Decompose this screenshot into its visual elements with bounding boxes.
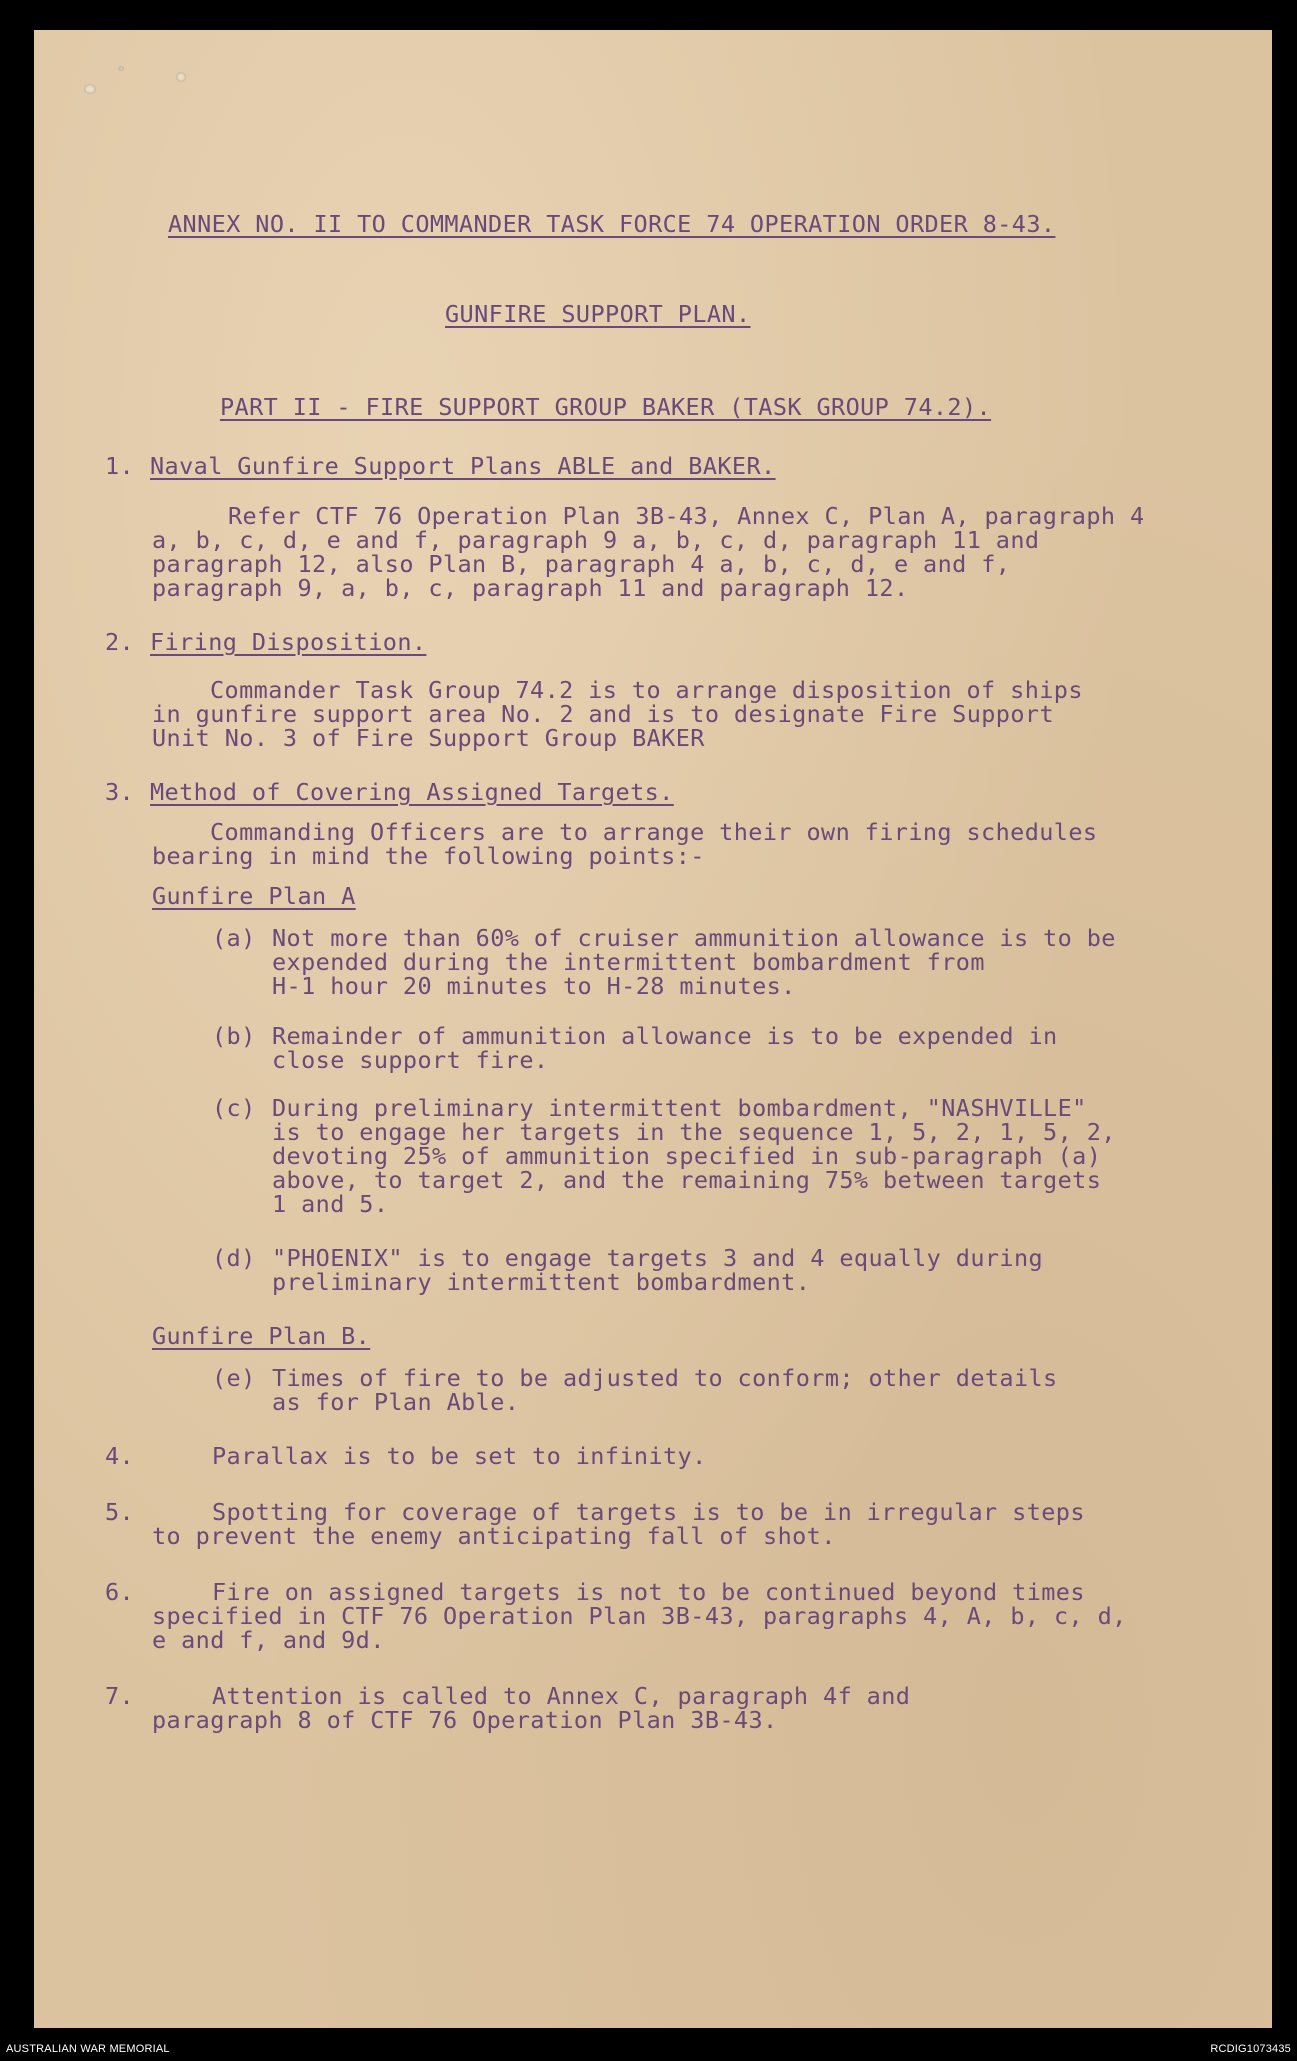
paragraph-line: Attention is called to Annex C, paragraph 4f and — [212, 1682, 911, 1710]
item-line: "PHOENIX" is to engage targets 3 and 4 equally during — [272, 1244, 1044, 1272]
paragraph-line: Commanding Officers are to arrange their own firing schedules — [210, 818, 1098, 846]
part-heading: PART II - FIRE SUPPORT GROUP BAKER (TASK GROUP 74.2). — [220, 393, 992, 421]
item-line: Remainder of ammunition allowance is to be expended in — [272, 1022, 1058, 1050]
section-title: Firing Disposition. — [150, 628, 427, 656]
paragraph-line: Refer CTF 76 Operation Plan 3B-43, Annex C, Plan A, paragraph 4 — [228, 502, 1145, 530]
subsection-title: Gunfire Plan A — [152, 882, 356, 910]
item-line: above, to target 2, and the remaining 75% between targets — [272, 1166, 1102, 1194]
subsection-title: Gunfire Plan B. — [152, 1322, 371, 1350]
document-subheading: GUNFIRE SUPPORT PLAN. — [445, 300, 751, 328]
item-label: (d) — [212, 1244, 256, 1272]
punch-hole — [84, 84, 96, 94]
item-line: is to engage her targets in the sequence 1, 5, 2, 1, 5, 2, — [272, 1118, 1116, 1146]
punch-hole — [118, 66, 124, 71]
paragraph-line: paragraph 9, a, b, c, paragraph 11 and paragraph 12. — [152, 574, 909, 602]
section-number: 3. — [105, 778, 135, 806]
item-line: devoting 25% of ammunition specified in sub-paragraph (a) — [272, 1142, 1102, 1170]
document-heading: ANNEX NO. II TO COMMANDER TASK FORCE 74 OPERATION ORDER 8-43. — [168, 210, 1056, 238]
paragraph-line: paragraph 8 of CTF 76 Operation Plan 3B-43. — [152, 1706, 778, 1734]
paragraph-line: Unit No. 3 of Fire Support Group BAKER — [152, 724, 705, 752]
section-number: 1. — [105, 452, 135, 480]
item-label: (c) — [212, 1094, 256, 1122]
item-line: expended during the intermittent bombardment from — [272, 948, 985, 976]
paragraph-line: in gunfire support area No. 2 and is to designate Fire Support — [152, 700, 1054, 728]
paragraph-line: to prevent the enemy anticipating fall of shot. — [152, 1522, 836, 1550]
punch-hole — [176, 72, 186, 82]
item-label: (e) — [212, 1364, 256, 1392]
paragraph-line: e and f, and 9d. — [152, 1626, 385, 1654]
paragraph-line: Parallax is to be set to infinity. — [212, 1442, 707, 1470]
section-number: 5. — [105, 1498, 135, 1526]
paragraph-line: Spotting for coverage of targets is to be in irregular steps — [212, 1498, 1085, 1526]
section-number: 4. — [105, 1442, 135, 1470]
item-label: (a) — [212, 924, 256, 952]
item-line: Times of fire to be adjusted to conform; other details — [272, 1364, 1058, 1392]
section-title: Naval Gunfire Support Plans ABLE and BAKER. — [150, 452, 776, 480]
paragraph-line: specified in CTF 76 Operation Plan 3B-43, paragraphs 4, A, b, c, d, — [152, 1602, 1127, 1630]
item-line: Not more than 60% of cruiser ammunition allowance is to be — [272, 924, 1116, 952]
section-number: 7. — [105, 1682, 135, 1710]
item-line: During preliminary intermittent bombardment, "NASHVILLE" — [272, 1094, 1087, 1122]
paragraph-line: Commander Task Group 74.2 is to arrange disposition of ships — [210, 676, 1083, 704]
item-line: 1 and 5. — [272, 1190, 389, 1218]
paragraph-line: paragraph 12, also Plan B, paragraph 4 a, b, c, d, e and f, — [152, 550, 1011, 578]
section-number: 2. — [105, 628, 135, 656]
footer-record-id: RCDIG1073435 — [1210, 2043, 1291, 2055]
item-line: H-1 hour 20 minutes to H-28 minutes. — [272, 972, 796, 1000]
paragraph-line: bearing in mind the following points:- — [152, 842, 705, 870]
item-label: (b) — [212, 1022, 256, 1050]
section-number: 6. — [105, 1578, 135, 1606]
item-line: preliminary intermittent bombardment. — [272, 1268, 811, 1296]
section-title: Method of Covering Assigned Targets. — [150, 778, 674, 806]
paragraph-line: Fire on assigned targets is not to be continued beyond times — [212, 1578, 1085, 1606]
footer-credit: AUSTRALIAN WAR MEMORIAL — [6, 2043, 170, 2055]
item-line: close support fire. — [272, 1046, 549, 1074]
item-line: as for Plan Able. — [272, 1388, 520, 1416]
paragraph-line: a, b, c, d, e and f, paragraph 9 a, b, c, d, paragraph 11 and — [152, 526, 1040, 554]
